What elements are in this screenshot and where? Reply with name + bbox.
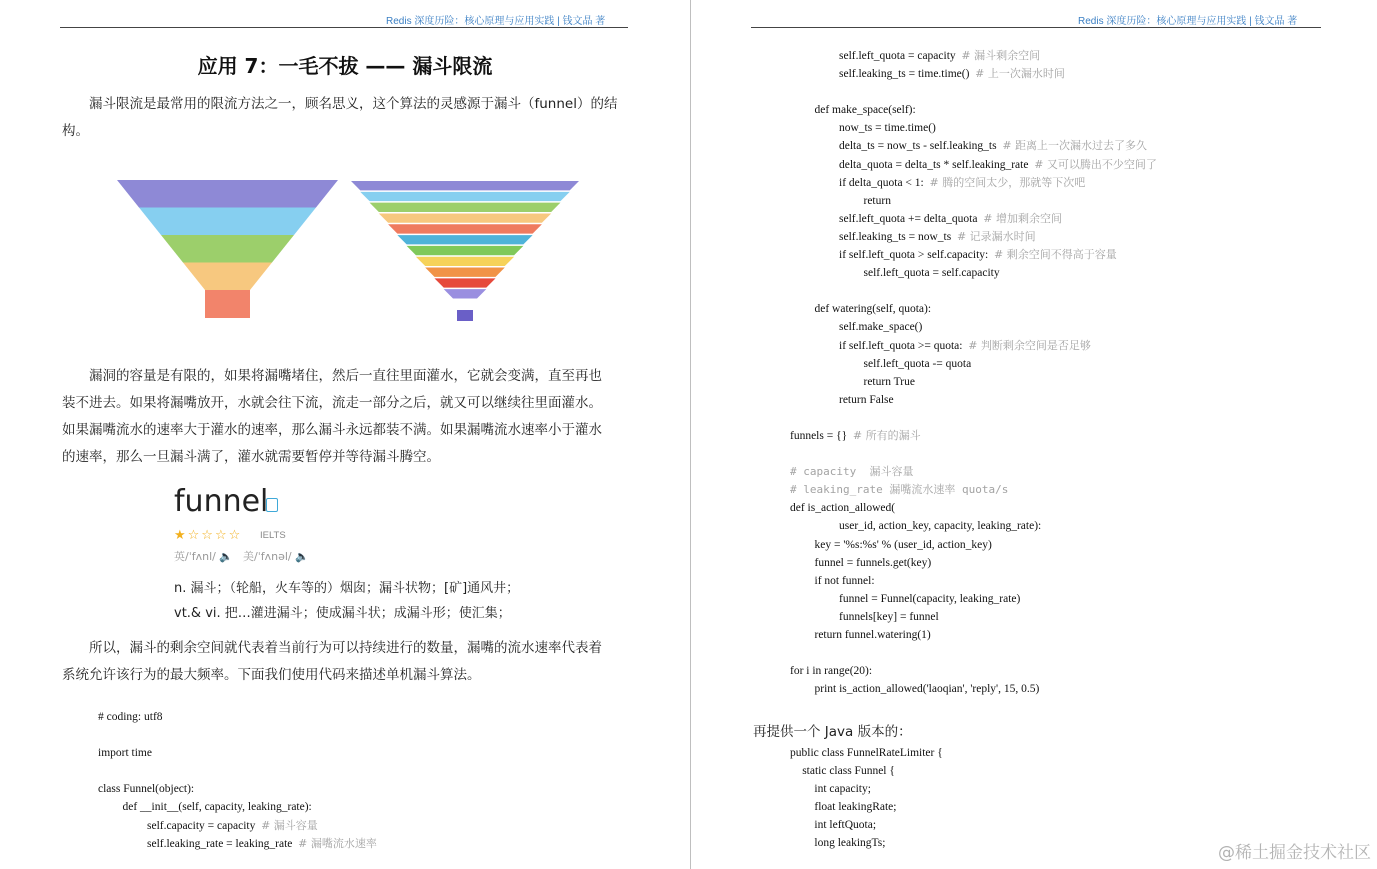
code-text: self.left_quota = self.capacity: [863, 267, 1000, 280]
java-code-block: [790, 744, 943, 853]
capacity-line: 漏洞的容量是有限的，如果将漏嘴堵住，然后一直往里面灌水，它就会变满，直至再也: [89, 368, 602, 384]
code-text: funnel = Funnel(capacity, leaking_rate): [839, 592, 1021, 605]
code-text: def watering(self, quota):: [814, 303, 932, 316]
capacity-line: 装不进去。如果将漏嘴放开，水就会往下流，流走一部分之后，就又可以继续往里面灌水。: [62, 395, 602, 411]
code-line: [790, 83, 1157, 101]
header-rule-right: [751, 27, 1321, 28]
code-text: if self.left_quota >= quota:: [839, 339, 969, 352]
funnel-band: [407, 246, 524, 255]
code-line: [790, 626, 1157, 644]
code-text: for i in range(20):: [790, 665, 873, 678]
code-line: [790, 355, 1157, 373]
code-text: funnels[key] = funnel: [839, 610, 939, 623]
code-text: return funnel.watering(1): [814, 629, 931, 641]
capacity-line: 的速率，那么一旦漏斗满了，灌水就需要暂停并等待漏斗腾空。: [62, 449, 440, 465]
funnel-band: [397, 235, 532, 244]
code-line: [790, 300, 1157, 318]
code-line: [98, 726, 377, 744]
funnel-band: [351, 181, 579, 190]
code-line: [790, 192, 1157, 210]
code-line: [790, 337, 1157, 355]
intro-line: 构。: [62, 123, 89, 139]
watermark: @稀土掘金技术社区: [1218, 843, 1371, 863]
uk-phonetic: [174, 548, 233, 564]
code-text: if not funnel:: [814, 574, 875, 587]
funnel-band: [183, 263, 272, 291]
funnel-illustration: [0, 0, 690, 340]
code-text: return False: [839, 393, 894, 406]
funnel-left-diagram: [117, 180, 338, 318]
uk-phonetic-text: 英/ˈfʌnl/: [174, 550, 216, 563]
summary-paragraph: [62, 635, 628, 689]
code-line: [790, 780, 943, 798]
code-text: delta_ts = now_ts - self.leaking_ts: [839, 140, 1003, 153]
code-comment: # leaking_rate 漏嘴流水速率 quota/s: [790, 483, 1009, 497]
code-comment: # 所有的漏斗: [852, 428, 921, 442]
code-text: funnel = funnels.get(key): [814, 556, 932, 569]
code-comment: # 漏斗容量: [261, 818, 318, 832]
summary-line: 所以，漏斗的剩余空间就代表着当前行为可以持续进行的数量，漏嘴的流水速率代表着: [89, 640, 602, 656]
code-text: long leakingTs;: [814, 837, 886, 850]
funnel-band: [444, 289, 487, 298]
code-line: [790, 816, 943, 834]
code-line: [790, 373, 1157, 391]
funnel-band: [205, 290, 250, 318]
code-line: [790, 662, 1157, 680]
funnel-band: [360, 192, 569, 201]
right-page: [691, 0, 1377, 869]
funnel-band: [370, 203, 561, 212]
us-phonetic: [243, 548, 309, 564]
java-intro-text: 再提供一个 Java 版本的：: [753, 724, 912, 740]
code-text: self.left_quota += delta_quota: [839, 212, 984, 225]
copy-icon[interactable]: [266, 498, 278, 512]
python-code-block-part2: [790, 47, 1157, 698]
code-comment: # capacity 漏斗容量: [790, 465, 914, 479]
code-line: [790, 137, 1157, 155]
code-text: funnels = {}: [790, 429, 853, 442]
dict-word: funnel: [174, 484, 269, 519]
code-text: public class FunnelRateLimiter {: [790, 747, 943, 759]
code-text: int leftQuota;: [814, 819, 877, 832]
funnel-band: [416, 257, 514, 266]
code-line: [790, 762, 943, 780]
code-line: [790, 744, 943, 762]
code-line: [790, 210, 1157, 228]
speaker-icon[interactable]: 🔈: [295, 550, 309, 563]
us-phonetic-text: 美/ˈfʌnəl/: [243, 550, 292, 563]
code-comment: # 距离上一次漏水过去了多久: [1002, 139, 1148, 153]
code-text: if self.left_quota > self.capacity:: [839, 249, 994, 262]
running-header-right: Redis 深度历险：核心原理与应用实践 | 钱文晶 著: [1078, 16, 1298, 27]
code-line: [790, 156, 1157, 174]
code-line: [98, 798, 377, 816]
code-line: [790, 174, 1157, 192]
code-line: [790, 644, 1157, 662]
code-text: now_ts = time.time(): [839, 122, 936, 135]
code-line: [790, 228, 1157, 246]
chapter-title: 应用 7：一毛不拔 —— 漏斗限流: [197, 54, 493, 78]
code-line: [790, 445, 1157, 463]
code-comment: # 漏嘴流水速率: [298, 836, 377, 850]
python-code-block-part1: [98, 708, 377, 853]
code-line: [98, 708, 377, 726]
code-line: [790, 47, 1157, 65]
code-line: [98, 817, 377, 835]
code-line: [98, 835, 377, 853]
funnel-band: [388, 224, 542, 233]
code-line: [790, 590, 1157, 608]
code-line: [790, 517, 1157, 535]
intro-line: 漏斗限流是最常用的限流方法之一，顾名思义，这个算法的灵感源于漏斗（funnel）的结: [89, 96, 618, 112]
code-line: [790, 834, 943, 852]
code-line: [98, 780, 377, 798]
code-text: int capacity;: [814, 783, 871, 796]
code-line: [790, 391, 1157, 409]
code-comment: # 剩余空间不得高于容量: [993, 248, 1117, 262]
code-text: key = '%s:%s' % (user_id, action_key): [814, 538, 992, 551]
code-text: self.leaking_ts = time.time(): [839, 68, 976, 81]
code-text: def make_space(self):: [814, 104, 916, 117]
code-comment: # 记录漏水时间: [956, 229, 1036, 243]
funnel-band: [161, 235, 294, 263]
code-line: [790, 680, 1157, 698]
code-line: [790, 554, 1157, 572]
capacity-paragraph: [62, 363, 628, 471]
code-line: [790, 101, 1157, 119]
code-line: [790, 608, 1157, 626]
code-line: [790, 246, 1157, 264]
code-comment: # 漏斗剩余空间: [961, 49, 1041, 62]
code-text: self.leaking_rate = leaking_rate: [147, 837, 299, 850]
code-line: [98, 744, 377, 762]
code-text: self.capacity = capacity: [147, 819, 262, 832]
code-line: [790, 536, 1157, 554]
rating-stars: ★☆☆☆☆: [174, 528, 243, 543]
summary-line: 系统允许该行为的最大频率。下面我们使用代码来描述单机漏斗算法。: [62, 667, 481, 683]
code-line: [98, 762, 377, 780]
code-text: self.left_quota = capacity: [839, 50, 962, 62]
code-line: [790, 119, 1157, 137]
code-line: [790, 65, 1157, 83]
dict-definition-noun: n. 漏斗；（轮船，火车等的）烟囱；漏斗状物；[矿]通风井；: [174, 581, 520, 596]
code-line: [790, 282, 1157, 300]
exam-tag: IELTS: [260, 530, 286, 541]
code-text: print is_action_allowed('laoqian', 'reply', 15, 0.5): [814, 683, 1040, 696]
code-text: def is_action_allowed(: [790, 502, 896, 515]
code-line: [790, 409, 1157, 427]
funnel-band: [379, 213, 551, 222]
code-line: [790, 798, 943, 816]
code-line: [790, 427, 1157, 445]
funnel-band: [425, 268, 505, 277]
running-header-left: Redis 深度历险：核心原理与应用实践 | 钱文晶 著: [386, 16, 606, 27]
code-comment: # 又可以腾出不少空间了: [1034, 157, 1157, 171]
code-line: [790, 572, 1157, 590]
dict-definition-verb: vt.& vi. 把…灌进漏斗；使成漏斗状；成漏斗形；使汇集；: [174, 606, 511, 621]
code-text: if delta_quota < 1:: [839, 176, 930, 189]
code-line: [790, 318, 1157, 336]
code-text: self.make_space(): [839, 321, 923, 334]
code-comment: # 上一次漏水时间: [975, 67, 1065, 81]
code-line: [790, 481, 1157, 499]
code-text: delta_quota = delta_ts * self.leaking_rate: [839, 158, 1035, 171]
code-text: # coding: utf8: [98, 711, 163, 723]
code-text: class Funnel(object):: [98, 783, 195, 796]
funnel-band: [434, 278, 495, 287]
funnel-band: [117, 180, 338, 208]
code-line: [790, 463, 1157, 481]
funnel-right-diagram: [351, 181, 579, 321]
code-text: static class Funnel {: [802, 765, 895, 778]
code-text: return True: [863, 375, 915, 388]
capacity-line: 如果漏嘴流水的速率大于灌水的速率，那么漏斗永远都装不满。如果漏嘴流水速率小于灌水: [62, 422, 602, 438]
code-text: float leakingRate;: [814, 801, 897, 814]
funnel-band: [457, 310, 473, 321]
code-text: self.leaking_ts = now_ts: [839, 230, 957, 243]
code-text: import time: [98, 747, 152, 760]
code-comment: # 腾的空间太少，那就等下次吧: [929, 175, 1086, 189]
code-line: [790, 264, 1157, 282]
code-comment: # 判断剩余空间是否足够: [968, 338, 1091, 352]
code-text: self.left_quota -= quota: [863, 357, 972, 370]
code-text: user_id, action_key, capacity, leaking_rate):: [839, 520, 1042, 533]
code-comment: # 增加剩余空间: [983, 211, 1062, 225]
funnel-band: [139, 208, 316, 236]
speaker-icon[interactable]: 🔈: [219, 550, 234, 563]
code-line: [790, 499, 1157, 517]
code-text: return: [863, 194, 891, 207]
code-text: def __init__(self, capacity, leaking_rate):: [122, 801, 312, 814]
